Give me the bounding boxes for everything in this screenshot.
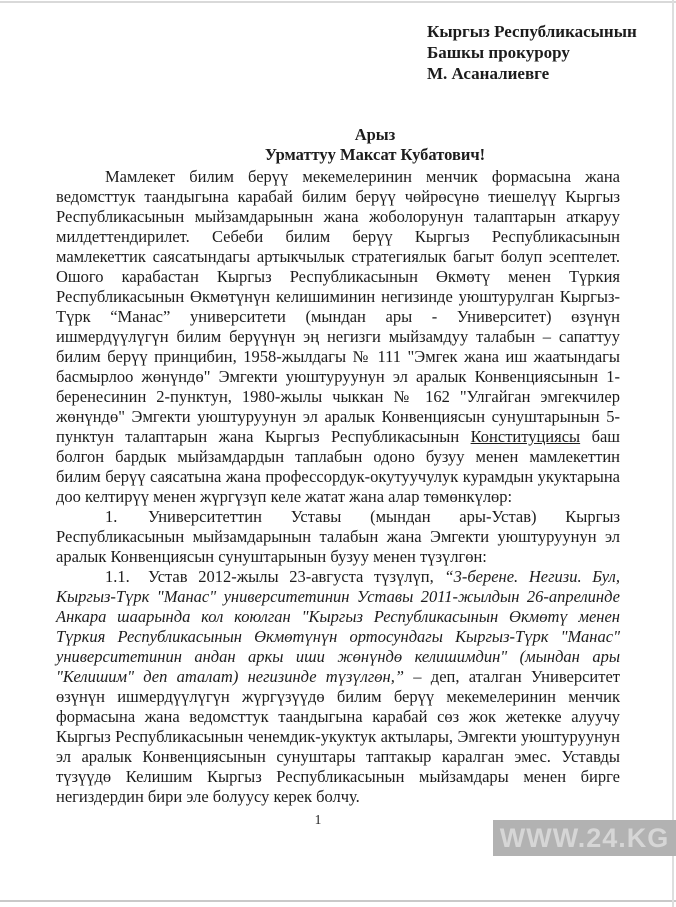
recipient-line-1: Кыргыз Республикасынын	[427, 22, 637, 41]
paragraph	[56, 167, 620, 507]
recipient-line-2: Башкы прокурору	[427, 43, 570, 62]
paragraph-number: 1.	[105, 507, 118, 526]
paragraph-number: 1.1.	[105, 567, 130, 586]
page-right-border	[672, 0, 674, 907]
text-segment: Устав 2012-жылы 23-августа түзүлүп,	[148, 567, 445, 586]
paragraph	[56, 507, 620, 567]
text-segment: – деп, аталган Университет өзүнүн ишмердүүлүгүн жүргүзүүдө билим берүү мекемелеринин менчик формасына жана ведомсттук таандыгына карабай сөз жок жетекке алуучу Кыргыз Республикасынын ченемдик-укуктук актылары, Эмгекти уюштуруунун эл аралык Конвенциясынын сунуштары таптакыр каралган эмес. Уставды түзүүдө Келишим Кыргыз Республикасынын мыйзамдары менен бирге негиздердин бири эле болуусу керек болчу.	[56, 667, 620, 806]
page-number: 1	[314, 812, 322, 827]
title-block	[56, 125, 620, 165]
salutation: Урматтуу Максат Кубатович!	[264, 145, 486, 164]
document-body	[56, 167, 620, 807]
text-segment: баш болгон бардык мыйзамдардын таплабын одоно бузуу менен мамлекеттин билим берүү саясатына жана профессордук-окутуучулук курамдын укуктарына доо келтирүү менен жүргүзүп келе жатат жана алар төмөнкүлөр:	[56, 427, 620, 506]
text-segment: “3-берене. Негизи. Бул, Кыргыз-Түрк "Манас" университетинин Уставы 2011-жылдын 26-апрелинде Анкара шаарында кол коюлган "Кыргыз Республикасынын Өкмөтү менен Түркия Республикасынын Өкмөтүнүн ортосундагы Кыргыз-Түрк "Манас" университетинин андан аркы иши жөнүндө келишимдин" (мындан ары "Келишим" деп аталат) негизинде түзүлгөн,”	[56, 567, 620, 686]
text-segment: Университеттин Уставы (мындан ары-Устав) Кыргыз Республикасынын мыйзамдарынын талабын жана Эмгекти уюштуруунун эл аралык Конвенциясын сунуштарынын бузуу менен түзүлгөн:	[56, 507, 620, 566]
text-segment: Конституциясы	[470, 427, 581, 446]
page-bottom-border	[0, 900, 676, 902]
recipient-line-3: М. Асаналиевге	[427, 64, 550, 83]
watermark: WWW.24.KG	[493, 820, 676, 856]
paragraph	[56, 567, 620, 807]
document-title: Арыз	[354, 125, 396, 144]
page-top-border	[0, 1, 676, 3]
text-segment: Мамлекет билим берүү мекемелеринин менчик формасына жана ведомсттук таандыгына карабай билим берүү чөйрөсүнө тиешелүү Кыргыз Республикасынын мыйзамдарынын жана жоболорунун талаптарын аткаруу милдеттендирилет. Себеби билим берүү Кыргыз Республикасынын мамлекеттик саясатындагы артыкчылык стратегиялык багыт болуп эсептелет. Ошого карабастан Кыргыз Республикасынын Өкмөтү менен Түркия Республикасынын Өкмөтүнүн келишиминин негизинде уюштурулган Кыргыз-Түрк “Манас” университети (мындан ары - Университет) өзүнүн ишмердүүлүгүн билим берүүнүн эң негизги мыйзамдуу талабын – сапаттуу билим берүү принцибин, 1958-жылдагы № 111 "Эмгек жана иш жаатындагы басмырлоо жөнүндө" Эмгекти уюштуруунун эл аралык Конвенциясынын 1-беренесинин 2-пунктун, 1980-жылы чыккан № 162 "Улгайган эмгекчилер жөнүндө" Эмгекти уюштуруунун эл аралык Конвенциясын сунуштарынын 5-пунктун талаптарын жана Кыргыз Республикасынын	[56, 167, 620, 446]
recipient-block	[427, 0, 637, 84]
